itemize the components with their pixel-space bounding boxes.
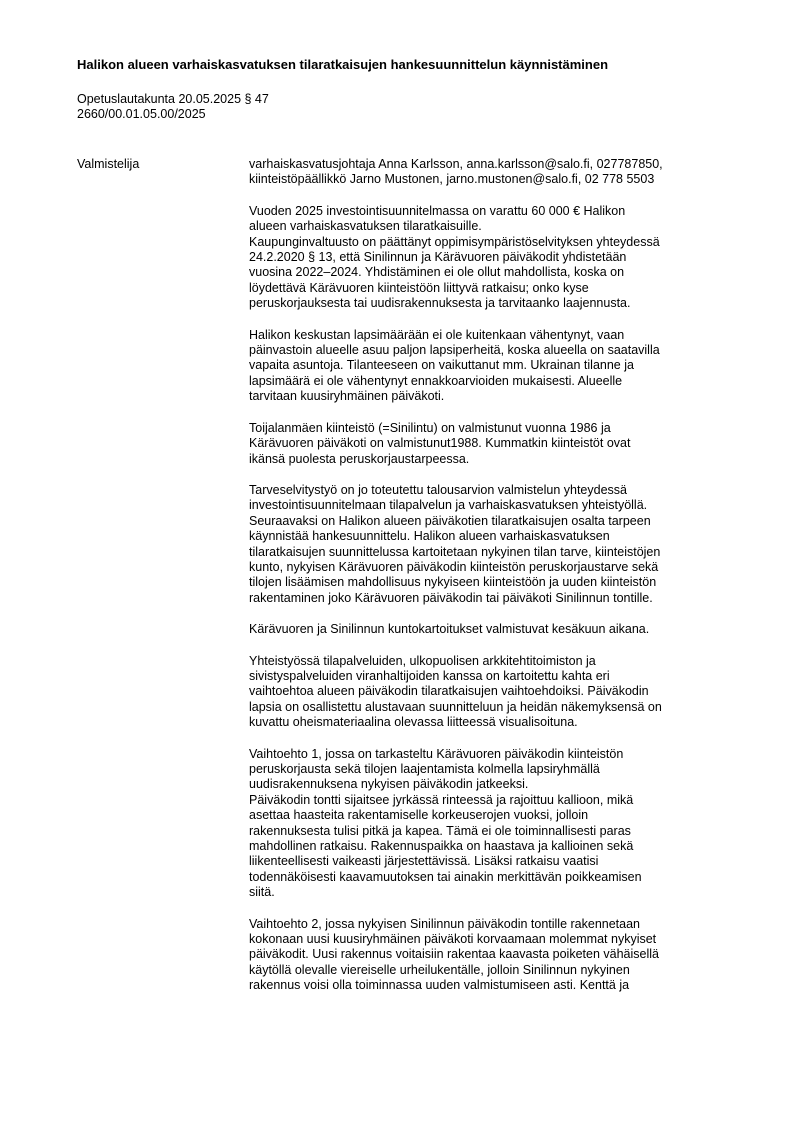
paragraph-line: Tarveselvitystyö on jo toteutettu talousarvion valmistelun yhteydessä (249, 482, 627, 497)
paragraph-line: Kärävuoren päiväkoti on valmistunut1988. Kummatkin kiinteistöt ovat (249, 436, 631, 451)
paragraph-line: rakennuksesta tulisi pitkä ja kapea. Tämä ei ole toiminnallisesti paras (249, 823, 631, 838)
paragraph-line: vaihtoehtoa alueen päiväkodin tilaratkaisujen vaihtoehdoiksi. Päiväkodin (249, 684, 649, 699)
paragraph-line: kunto, nykyisen Kärävuoren päiväkodin kiinteistön peruskorjaustarve sekä (249, 559, 659, 574)
paragraph (249, 157, 739, 188)
paragraph-line: Vaihtoehto 2, jossa nykyisen Sinilinnun päiväkodin tontille rakennetaan (249, 916, 640, 931)
paragraph-line: ikänsä puolesta peruskorjaustarpeessa. (249, 451, 470, 466)
paragraph-line: investointisuunnitelmaan tilapalvelun ja varhaiskasvatuksen yhteistyöllä. (249, 498, 648, 513)
paragraph (249, 747, 739, 901)
paragraph-line: Toijalanmäen kiinteistö (=Sinilintu) on valmistunut vuonna 1986 ja (249, 420, 611, 435)
paragraph-line: liikenteellisesti vaikeasti järjestettävissä. Lisäksi ratkaisu vaatisi (249, 854, 599, 869)
paragraph-line: asettaa haasteita rakentamiselle korkeuserojen vuoksi, jolloin (249, 808, 589, 823)
paragraph-line: lapsimäärä ei ole vähentynyt ennakkoarvioiden mukaisesti. Alueelle (249, 373, 623, 388)
paragraph-line: Vaihtoehto 1, jossa on tarkasteltu Kärävuoren päiväkodin kiinteistön (249, 746, 624, 761)
paragraph (249, 421, 739, 467)
paragraph (249, 622, 739, 637)
paragraph (249, 917, 739, 994)
paragraph-line: Seuraavaksi on Halikon alueen päiväkotien tilaratkaisujen osalta tarpeen (249, 513, 651, 528)
paragraph-line: Kaupunginvaltuusto on päättänyt oppimisympäristöselvityksen yhteydessä (249, 234, 660, 249)
paragraph-line: mahdollinen ratkaisu. Rakennuspaikka on haastava ja kallioinen sekä (249, 839, 634, 854)
paragraph-line: päinvastoin alueelle asuu paljon lapsiperheitä, koska alueella on saatavilla (249, 343, 660, 358)
paragraph-line: peruskorjausta sekä tilojen laajentamista kolmella lapsiryhmällä (249, 762, 600, 776)
document-meta (77, 92, 269, 122)
paragraph (249, 483, 739, 606)
document-body (249, 157, 739, 994)
paragraph-line: tarvitaan kuusiryhmäinen päiväkoti. (249, 389, 445, 404)
paragraph-line: käytöllä olevalle viereiselle urheilukentälle, jolloin Sinilinnun nykyinen (249, 962, 630, 977)
paragraph-line: peruskorjauksesta tai uudisrakennuksesta ja tarvitaanko laajennusta. (249, 296, 631, 311)
paragraph-line: rakentaminen joko Kärävuoren päiväkodin tai päiväkoti Sinilinnun tontille. (249, 590, 653, 605)
paragraph-line: rakennus voisi olla toiminnassa uuden valmistumiseen asti. Kenttä ja (249, 978, 630, 993)
paragraph-line: kiinteistöpäällikkö Jarno Mustonen, jarno.mustonen@salo.fi, 02 778 5503 (249, 172, 655, 187)
paragraph-line: Vuoden 2025 investointisuunnitelmassa on varattu 60 000 € Halikon (249, 203, 626, 218)
paragraph-line: Halikon keskustan lapsimäärään ei ole kuitenkaan vähentynyt, vaan (249, 327, 625, 342)
paragraph (249, 204, 739, 312)
paragraph-line: löydettävä Kärävuoren kiinteistöön liittyvä ratkaisu; onko kyse (249, 280, 589, 295)
paragraph-line: tilaratkaisujen suunnittelussa kartoitetaan nykyinen tilan tarve, kiinteistöjen (249, 544, 661, 559)
paragraph-line: kokonaan uusi kuusiryhmäinen päiväkoti korvaamaan molemmat nykyiset (249, 932, 657, 947)
paragraph-line: vuosina 2022–2024. Yhdistäminen ei ole ollut mahdollista, koska on (249, 265, 625, 280)
paragraph-line: varhaiskasvatusjohtaja Anna Karlsson, anna.karlsson@salo.fi, 027787850, (249, 157, 663, 171)
paragraph-line: 24.2.2020 § 13, että Sinilinnun ja Kärävuoren päiväkodit yhdistetään (249, 250, 627, 265)
paragraph (249, 654, 739, 731)
paragraph-line: Päiväkodin tontti sijaitsee jyrkässä rinteessä ja rajoittuu kallioon, mikä (249, 792, 634, 807)
preparer-label: Valmistelija (77, 157, 140, 171)
record-id: 2660/00.01.05.00/2025 (77, 107, 206, 121)
meeting-reference: Opetuslautakunta 20.05.2025 § 47 (77, 92, 269, 106)
paragraph-line: päiväkodit. Uusi rakennus voitaisiin rakentaa kaavasta poiketen vähäisellä (249, 947, 659, 962)
paragraph-line: Kärävuoren ja Sinilinnun kuntokartoitukset valmistuvat kesäkuun aikana. (249, 622, 650, 637)
paragraph-line: sivistyspalveluiden viranhaltijoiden kanssa on kartoitettu kahta eri (249, 668, 610, 683)
paragraph-line: uudisrakennuksena nykyisen päiväkodin jatkeeksi. (249, 777, 529, 792)
paragraph-line: alueen varhaiskasvatuksen tilaratkaisuille. (249, 219, 482, 234)
paragraph-line: siitä. (249, 885, 275, 900)
document-title: Halikon alueen varhaiskasvatuksen tilaratkaisujen hankesuunnittelun käynnistäminen (77, 57, 609, 72)
paragraph-line: todennäköisesti kaavamuutoksen tai ainakin merkittävän poikkeamisen (249, 869, 642, 884)
paragraph-line: lapsia on osallistettu alustavaan suunnitteluun ja heidän näkemyksensä on (249, 699, 662, 714)
paragraph (249, 328, 739, 405)
paragraph-line: kuvattu oheismateriaalina olevassa liitteessä visualisoituna. (249, 715, 578, 730)
paragraph-line: vapaita asuntoja. Tilanteeseen on vaikuttanut mm. Ukrainan tilanne ja (249, 358, 634, 373)
paragraph-line: tilojen lisäämisen mahdollisuus nykyiseen kiinteistöön ja uuden kiinteistön (249, 575, 657, 590)
paragraph-line: Yhteistyössä tilapalveluiden, ulkopuolisen arkkitehtitoimiston ja (249, 653, 596, 668)
paragraph-line: käynnistää hankesuunnittelu. Halikon alueen varhaiskasvatuksen (249, 529, 610, 544)
